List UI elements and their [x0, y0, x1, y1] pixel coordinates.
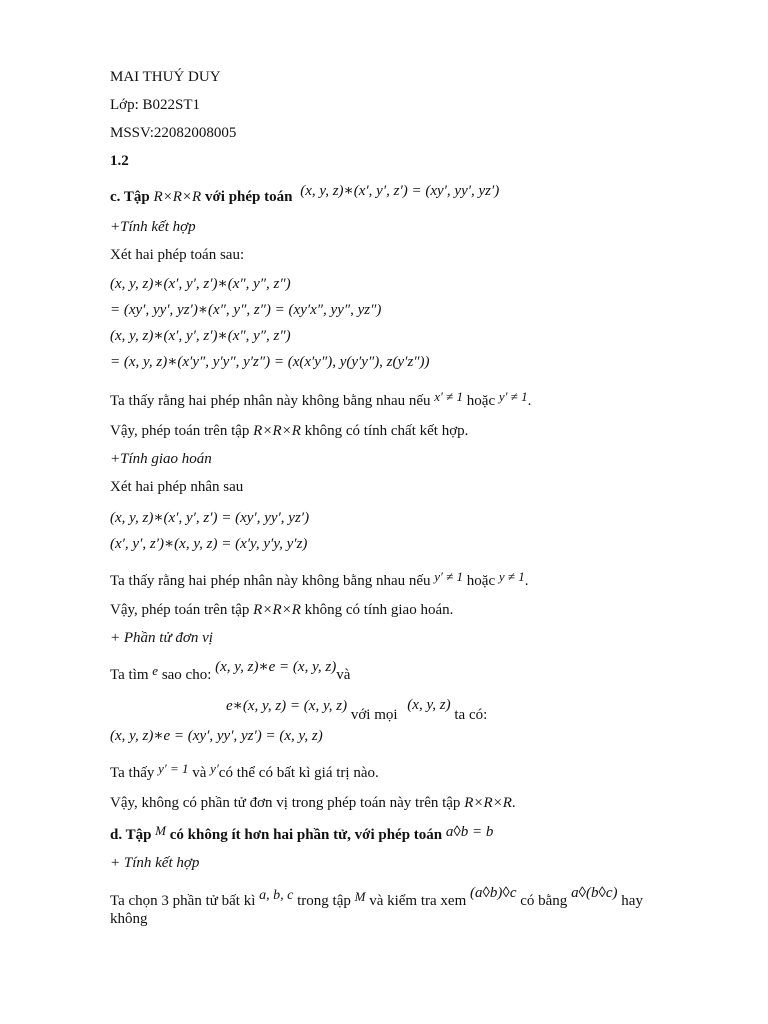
for-all-text: với mọi: [350, 707, 398, 723]
part-d-assoc-title: + Tính kết hợp: [110, 855, 200, 871]
and-word: và: [336, 667, 351, 683]
comm-conclusion-end: không có tính giao hoán.: [304, 602, 454, 618]
comm-note: [110, 569, 529, 590]
triple-xyz: (x, y, z): [407, 697, 451, 713]
part-d-heading-prefix: d. Tập: [110, 827, 152, 843]
unit-equation-1: (x, y, z)∗e = (x, y, z): [215, 659, 337, 675]
y-prime: y′: [210, 761, 219, 776]
unit-element-title: + Phần tử đơn vị: [110, 630, 213, 646]
associativity-title: +Tính kết hợp: [110, 219, 196, 235]
and-word: và: [192, 765, 207, 781]
unit-observation: [110, 761, 379, 782]
unit-equation-3: (x, y, z)∗e = (xy′, yy′, yz′) = (x, y, z): [110, 728, 323, 744]
assoc-equation-2: = (xy′, yy′, yz′)∗(x″, y″, z″) = (xy′x″, yy″, yz″): [110, 302, 382, 318]
unit-find-line: [110, 659, 351, 684]
such-that-text: sao cho:: [161, 667, 212, 683]
unit-condition: y′ = 1: [158, 761, 189, 776]
part-d-text-d: có bằng: [520, 893, 568, 909]
commutativity-title: +Tính giao hoán: [110, 451, 212, 467]
student-id: MSSV:22082008005: [110, 125, 237, 141]
unit-eq2-line: [226, 697, 488, 723]
associativity-intro: Xét hai phép toán sau:: [110, 247, 245, 263]
we-have-text: ta có:: [454, 707, 488, 723]
unit-find-text: Ta tìm: [110, 667, 149, 683]
comm-equation-1: (x, y, z)∗(x′, y′, z′) = (xy′, yy′, yz′): [110, 510, 310, 526]
assoc-condition-1: x′ ≠ 1: [434, 389, 464, 404]
or-word: hoặc: [466, 573, 496, 589]
part-d-line-end: không: [110, 911, 148, 927]
part-d-heading: [110, 823, 494, 844]
or-word: hoặc: [466, 393, 496, 409]
comm-note-text: Ta thấy rằng hai phép nhân này không bằng nhau nếu: [110, 573, 431, 589]
author-name: MAI THUÝ DUY: [110, 69, 221, 85]
part-d-text-a: Ta chọn 3 phần tử bất kì: [110, 893, 256, 909]
assoc-note-text: Ta thấy rằng hai phép nhân này không bằng nhau nếu: [110, 393, 431, 409]
comm-conclusion-text: Vậy, phép toán trên tập: [110, 602, 250, 618]
unit-conclusion-text: Vậy, không có phần tử đơn vị trong phép toán này trên tập: [110, 795, 461, 811]
part-c-operation: (x, y, z)∗(x′, y′, z′) = (xy′, yy′, yz′): [300, 183, 500, 199]
class-line: Lớp: B022ST1: [110, 97, 201, 113]
assoc-equation-3: (x, y, z)∗(x′, y′, z′)∗(x″, y″, z″): [110, 328, 291, 344]
part-d-heading-mid: có không ít hơn hai phần tử, với phép toán: [169, 827, 443, 843]
set-rrr: R×R×R: [253, 602, 301, 618]
part-d-text-e: hay: [621, 893, 643, 909]
section-number: 1.2: [110, 153, 129, 169]
assoc-conclusion-text: Vậy, phép toán trên tập: [110, 423, 250, 439]
part-d-set: M: [155, 823, 167, 838]
part-c-set: R×R×R: [153, 189, 202, 205]
part-c-heading: [110, 183, 500, 206]
part-d-text-c: và kiểm tra xem: [369, 893, 467, 909]
assoc-conclusion: [110, 422, 468, 440]
part-c-heading-prefix: c. Tập: [110, 189, 150, 205]
period: .: [524, 573, 529, 589]
assoc-equation-4: = (x, y, z)∗(x′y″, y′y″, y′z″) = (x(x′y″), y(y′y″), z(y′z″)): [110, 354, 430, 370]
set-rrr: R×R×R: [464, 795, 512, 811]
expression-right: a◊(b◊c): [571, 885, 618, 901]
commutativity-intro: Xét hai phép nhân sau: [110, 479, 244, 495]
period: .: [511, 795, 516, 811]
assoc-condition-2: y′ ≠ 1: [498, 389, 528, 404]
part-d-line: [110, 885, 643, 911]
comm-conclusion: [110, 601, 453, 619]
assoc-conclusion-end: không có tính chất kết hợp.: [304, 423, 469, 439]
comm-equation-2: (x′, y′, z′)∗(x, y, z) = (x′y, y′y, y′z): [110, 536, 308, 552]
part-c-heading-mid: với phép toán: [204, 189, 293, 205]
period: .: [527, 393, 532, 409]
see-text: Ta thấy: [110, 765, 155, 781]
unit-conclusion: [110, 794, 516, 812]
part-d-operation: a◊b = b: [445, 824, 494, 840]
comm-condition-1: y′ ≠ 1: [434, 569, 464, 584]
expression-left: (a◊b)◊c: [470, 885, 517, 901]
element-e: e: [152, 663, 159, 678]
assoc-note: [110, 389, 532, 410]
elements-abc: a, b, c: [259, 888, 294, 903]
any-value-text: có thể có bất kì giá trị nào.: [218, 765, 379, 781]
set-rrr: R×R×R: [253, 423, 301, 439]
set-m: M: [354, 889, 366, 904]
comm-condition-2: y ≠ 1: [498, 569, 525, 584]
unit-equation-2: e∗(x, y, z) = (x, y, z): [226, 698, 348, 714]
part-d-text-b: trong tập: [297, 893, 351, 909]
assoc-equation-1: (x, y, z)∗(x′, y′, z′)∗(x″, y″, z″): [110, 276, 291, 292]
